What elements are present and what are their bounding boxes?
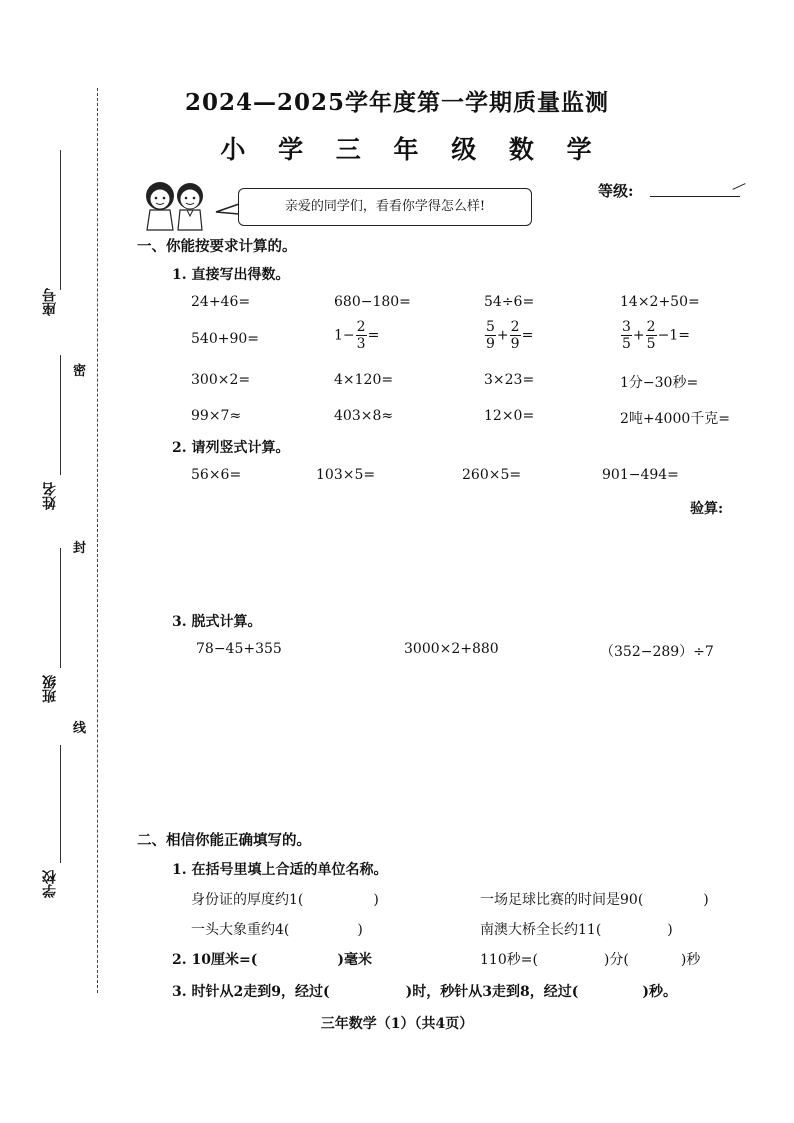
calc-item: 54÷6= (484, 294, 535, 310)
seat-blank[interactable] (60, 150, 61, 290)
expr-part: + (632, 327, 645, 344)
fraction (510, 320, 521, 351)
fill-blank-item (480, 889, 709, 909)
fraction (621, 320, 632, 351)
exam-subtitle: 小 学 三 年 级 数 学 (220, 135, 604, 164)
denominator: 9 (510, 336, 520, 352)
q1-title: 1. 直接写出得数。 (172, 267, 290, 283)
fill-text: 一场足球比赛的时间是90( (480, 892, 644, 908)
fill-blank-item (172, 981, 677, 1001)
q2-title: 2. 请列竖式计算。 (172, 440, 290, 456)
fill-text: )毫米 (337, 952, 372, 968)
fill-text: )秒。 (642, 984, 677, 1000)
name-label: 姓名 (42, 482, 58, 510)
grade-blank-tick (732, 183, 745, 190)
fill-text: )分( (603, 952, 629, 968)
calc-item: 4×120= (334, 372, 394, 388)
fill-text: 南澳大桥全长约11( (480, 922, 602, 938)
children-illustration (140, 176, 210, 232)
fill-blank-item (172, 949, 372, 969)
fill-text: 身份证的厚度约1( (191, 892, 304, 908)
calc-item-fraction (620, 320, 690, 351)
numerator: 2 (646, 319, 656, 335)
fraction (485, 320, 496, 351)
calc-item: 99×7≈ (191, 408, 242, 424)
calc-item: 680−180= (334, 294, 411, 310)
fill-blank-item (480, 949, 700, 969)
expr-part: = (367, 327, 380, 344)
fill-text: )秒 (680, 952, 701, 968)
s2-q1-title: 1. 在括号里填上合适的单位名称。 (172, 862, 388, 878)
vertical-calc-item: 56×6= (191, 467, 242, 483)
fill-text: 3. 时针从2走到9，经过( (172, 984, 330, 1000)
fill-text: 一头大象重约4( (191, 922, 290, 938)
calc-item: 24+46= (191, 294, 251, 310)
step-calc-item: 78−45+355 (196, 641, 282, 657)
calc-item-fraction (484, 320, 533, 351)
binding-dashed-line (97, 88, 98, 993)
speech-bubble: 亲爱的同学们，看看你学得怎么样! (238, 188, 532, 226)
fill-blank-item (191, 889, 379, 909)
fraction (356, 320, 367, 351)
expr-part: −1= (657, 327, 690, 344)
grade-blank[interactable] (650, 196, 740, 197)
page-footer: 三年数学（1）（共4页） (320, 1016, 474, 1032)
fraction (646, 320, 657, 351)
fill-text: ) (667, 922, 673, 938)
fill-text: ) (373, 892, 379, 908)
vertical-calc-item: 901−494= (602, 467, 679, 483)
numerator: 3 (622, 319, 631, 335)
fill-text: 110秒=( (480, 952, 538, 968)
denominator: 5 (646, 336, 656, 352)
expr-part: + (496, 327, 509, 344)
numerator: 2 (356, 319, 366, 335)
calc-item: 403×8≈ (334, 408, 394, 424)
seal-mi: 密 (73, 364, 87, 379)
q3-title: 3. 脱式计算。 (172, 614, 262, 630)
expr-part: = (521, 327, 534, 344)
school-label: 学校 (42, 870, 58, 898)
exam-title: 2024—2025学年度第一学期质量监测 (184, 89, 610, 116)
vertical-calc-item: 103×5= (316, 467, 376, 483)
seat-label: 座号 (42, 288, 58, 316)
fill-blank-item (191, 919, 363, 939)
calc-item-fraction (334, 320, 379, 351)
seal-feng: 封 (73, 541, 87, 556)
fill-blank-item (480, 919, 673, 939)
denominator: 9 (486, 336, 495, 352)
calc-item: 300×2= (191, 372, 251, 388)
denominator: 5 (622, 336, 631, 352)
bubble-tail (214, 200, 240, 220)
name-blank[interactable] (60, 355, 61, 475)
class-blank[interactable] (60, 548, 61, 668)
fill-text: 2. 10厘米=( (172, 952, 258, 968)
calc-item: 12×0= (484, 408, 535, 424)
section1-title: 一、你能按要求计算的。 (137, 238, 297, 255)
fill-text: ) (357, 922, 363, 938)
step-calc-item: （352−289）÷7 (600, 644, 714, 660)
section2-title: 二、相信你能正确填写的。 (137, 832, 311, 849)
fill-text: )时，秒针从3走到8，经过( (405, 984, 579, 1000)
class-label: 班级 (42, 675, 58, 703)
calc-item: 14×2+50= (620, 294, 700, 310)
numerator: 5 (486, 319, 495, 335)
grade-label: 等级: (598, 182, 634, 200)
numerator: 2 (510, 319, 520, 335)
fill-text: ) (703, 892, 709, 908)
denominator: 3 (356, 336, 366, 352)
step-calc-item: 3000×2+880 (404, 641, 499, 657)
expr-part: 1− (334, 327, 355, 344)
calc-item: 1分−30秒= (620, 375, 699, 391)
seal-xian: 线 (73, 721, 87, 736)
calc-item: 2吨+4000千克= (620, 411, 730, 427)
calc-item: 3×23= (484, 372, 535, 388)
check-label: 验算: (690, 501, 724, 517)
vertical-calc-item: 260×5= (462, 467, 522, 483)
school-blank[interactable] (60, 745, 61, 863)
calc-item: 540+90= (191, 331, 259, 347)
